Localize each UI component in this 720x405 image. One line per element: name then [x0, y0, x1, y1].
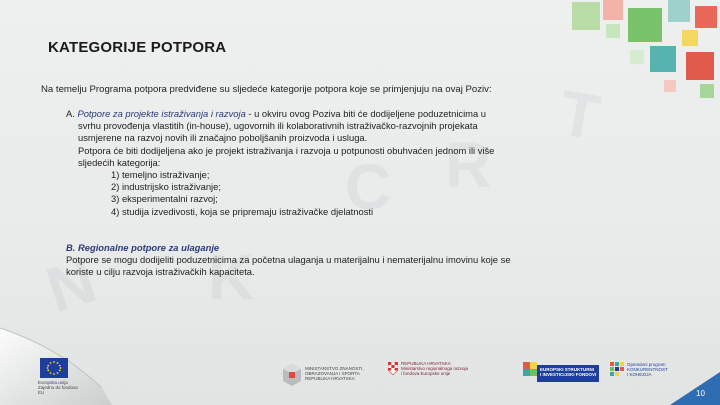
eu-flag-icon: [40, 358, 68, 378]
watermark-letter-n: N: [38, 243, 105, 327]
section-a-line: usmjerene na razvoj novih ili značajno poboljšanih proizvoda i usluga.: [78, 132, 368, 144]
eu-label: Europska unija Zajedno do fondova EU: [38, 380, 78, 396]
section-b-heading: B. Regionalne potpore za ulaganje: [66, 242, 220, 253]
section-a-heading: Potpore za projekte istraživanja i razvoja: [77, 108, 246, 119]
section-a-label: A.: [66, 108, 78, 119]
watermark-letter-k: K: [208, 241, 255, 313]
croatia-coat-of-arms-icon: [388, 362, 398, 375]
section-b-line: Potpore se mogu dodijeliti poduzetnicima za početna ulaganja u materijalnu i nematerijalnu imovinu koje se: [66, 254, 511, 266]
op-label: Operativni program KONKURENTNOST I KOHEZIJA: [627, 362, 668, 378]
section-a-text: - u okviru ovog Poziva biti će dodijeljene poduzetnicima u: [245, 108, 487, 119]
page-title: KATEGORIJE POTPORA: [48, 39, 227, 56]
section-a-line: Potpora će biti dodijeljena ako je projekt istraživanja i razvoja u potpunosti obuhvaćen jednom ili više: [78, 144, 495, 156]
esif-logo-icon: [523, 362, 537, 376]
section-a: [66, 108, 606, 218]
esif-label: EUROPSKI STRUKTURNI I INVESTICIJSKI FONDOVI: [540, 367, 597, 378]
watermark-letter-t: T: [554, 76, 606, 154]
list-item: 4) studija izvedivosti, koja se pripremaju istraživačke djelatnosti: [111, 205, 374, 217]
intro-text: Na temelju Programa potpora predviđene su sljedeće kategorije potpora koje se primjenjuju na ovaj Poziv:: [41, 84, 492, 95]
section-a-line: svrhu provođenja vlastitih (in-house), ugovornih ili kolaborativnih istraživačko-razvojnih projekata: [78, 120, 478, 132]
list-item: 3) eksperimentalni razvoj;: [111, 193, 218, 205]
list-item: 1) temeljno istraživanje;: [111, 169, 210, 181]
section-b: [66, 242, 606, 279]
page-number-corner: [670, 372, 720, 405]
op-logo-icon: [610, 362, 624, 376]
ministry-science-logo-icon: [283, 364, 301, 386]
section-b-line: koriste u cilju razvoja istraživačkih kapaciteta.: [66, 266, 255, 278]
page-number: 10: [696, 389, 705, 398]
section-a-line: sljedećih kategorija:: [78, 156, 161, 168]
regional-ministry-label: REPUBLIKA HRVATSKA Ministarstvo regionalnoga razvoja i fondova Europske unije: [401, 361, 469, 377]
ministry-science-label: MINISTARSTVO ZNANOSTI, OBRAZOVANJA I SPORTA REPUBLIKA HRVATSKA: [305, 366, 364, 382]
watermark-letter-r: R: [445, 129, 492, 201]
list-item: 2) industrijsko istraživanje;: [111, 181, 221, 193]
watermark-letter-c: C: [345, 151, 392, 223]
footer-logos: [0, 350, 720, 405]
